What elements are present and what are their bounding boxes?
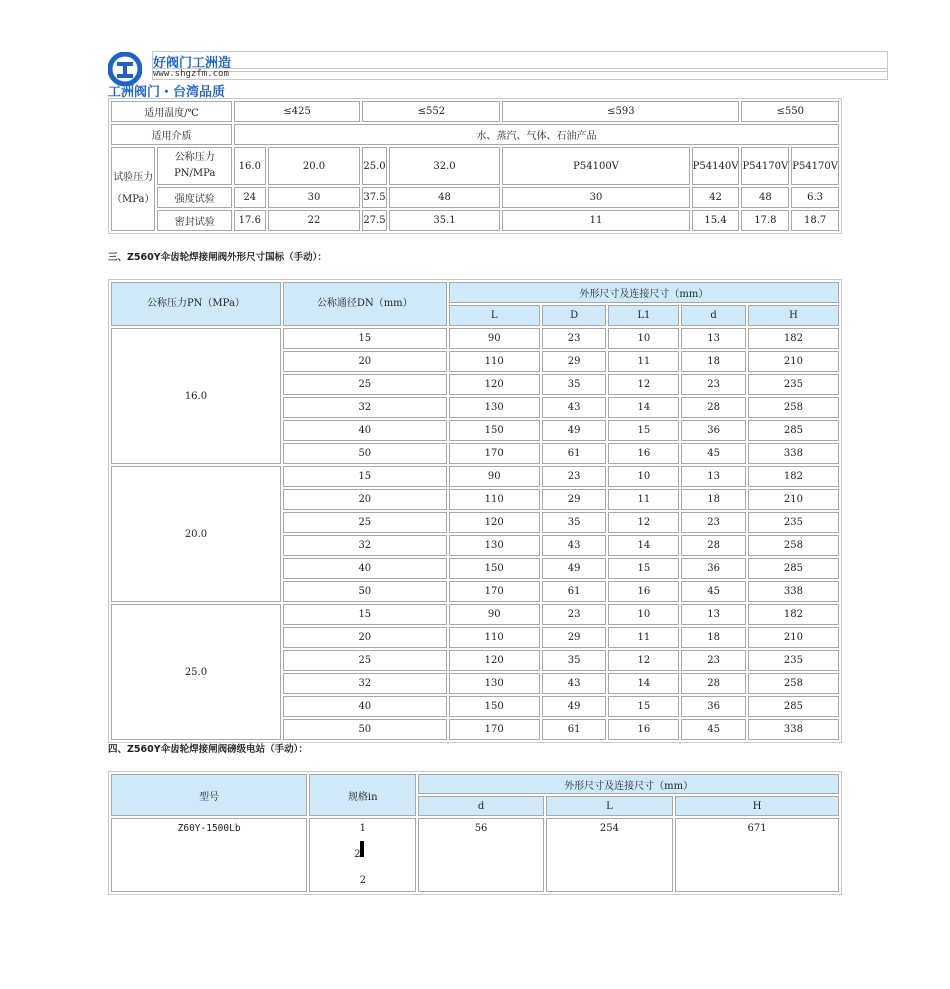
spec-line-3: 2 (359, 875, 366, 886)
table-cell: 50 (283, 443, 447, 464)
pn-group-cell: 25.0 (111, 604, 281, 740)
pn-group-cell: 16.0 (111, 328, 281, 464)
table-cell: 11 (608, 489, 679, 510)
spec-cell (309, 818, 416, 892)
pn-label: 公称压力PN/MPa (157, 147, 232, 185)
table-cell: 25 (283, 650, 447, 671)
test-pressure-label: 试验压力（MPa） (111, 147, 155, 231)
table-cell: 110 (449, 627, 540, 648)
seal-value: 17.6 (234, 210, 266, 231)
seal-value: 11 (502, 210, 689, 231)
table-cell: 150 (449, 420, 540, 441)
header-dn: 公称通径DN（mm） (283, 282, 447, 326)
table-cell: 10 (608, 604, 679, 625)
table-cell: 25 (283, 512, 447, 533)
table-cell: 29 (542, 627, 607, 648)
table-cell: 110 (449, 489, 540, 510)
medium-value: 水、蒸汽、气体、石油产品 (234, 124, 839, 145)
table-cell: 28 (681, 673, 746, 694)
table-cell: 210 (748, 627, 839, 648)
table-cell: 14 (608, 535, 679, 556)
table-cell: 36 (681, 696, 746, 717)
table-cell: 235 (748, 374, 839, 395)
table-cell: 50 (283, 719, 447, 740)
table-cell: 12 (608, 374, 679, 395)
table-cell: 182 (748, 466, 839, 487)
temp-row (111, 101, 839, 122)
table-cell: 150 (449, 558, 540, 579)
section-3-title: 三、Z560Y伞齿轮焊接闸阀外形尺寸国标（手动）： (108, 252, 327, 263)
header-pn: 公称压力PN（MPa） (111, 282, 281, 326)
table-cell: 182 (748, 604, 839, 625)
table-cell: 15 (608, 420, 679, 441)
temp-value: ≤552 (362, 101, 500, 122)
table-cell: 285 (748, 420, 839, 441)
table-cell: 20 (283, 351, 447, 372)
pn-value: 20.0 (268, 147, 361, 185)
model-cell: Z60Y-1500Lb (111, 818, 307, 892)
pn-value: P54170V (741, 147, 789, 185)
table-cell: 23 (542, 328, 607, 349)
table-cell: 170 (449, 581, 540, 602)
seal-value: 18.7 (791, 210, 839, 231)
pn-value: P54100V (502, 147, 689, 185)
table-cell: 338 (748, 443, 839, 464)
table-row (111, 328, 839, 349)
table-row (111, 466, 839, 487)
table-cell: 338 (748, 581, 839, 602)
table-cell: 20 (283, 627, 447, 648)
table-cell: 130 (449, 673, 540, 694)
strength-label: 强度试验 (157, 187, 232, 208)
spec-line-1: 1 (359, 823, 366, 834)
table-cell: 170 (449, 719, 540, 740)
strength-value: 30 (268, 187, 361, 208)
table-cell: 61 (542, 719, 607, 740)
pn-group-cell: 20.0 (111, 466, 281, 602)
table-cell: 23 (542, 604, 607, 625)
table-cell: 49 (542, 420, 607, 441)
seal-value: 22 (268, 210, 361, 231)
table-cell: 120 (449, 512, 540, 533)
fraction-bar (360, 841, 364, 857)
temp-value: ≤550 (741, 101, 839, 122)
table-cell: 285 (748, 696, 839, 717)
table-cell: 210 (748, 489, 839, 510)
table-cell: 35 (542, 512, 607, 533)
table-cell: 15 (283, 328, 447, 349)
pn-value: 16.0 (234, 147, 266, 185)
table-cell: 170 (449, 443, 540, 464)
table-cell: 90 (449, 466, 540, 487)
value-d: 56 (418, 818, 543, 892)
header-col: L (449, 305, 540, 326)
value-L: 254 (546, 818, 673, 892)
table-cell: 43 (542, 397, 607, 418)
table-cell: 45 (681, 581, 746, 602)
table-cell: 32 (283, 535, 447, 556)
dimension-table-gb (108, 279, 842, 743)
table-cell: 15 (608, 558, 679, 579)
test-pressure-table (108, 98, 842, 234)
table-cell: 210 (748, 351, 839, 372)
table-cell: 23 (542, 466, 607, 487)
header-col: L1 (608, 305, 679, 326)
table-cell: 110 (449, 351, 540, 372)
strength-row (111, 187, 839, 208)
table-cell: 40 (283, 420, 447, 441)
strength-value: 42 (692, 187, 740, 208)
table-cell: 14 (608, 397, 679, 418)
table-cell: 29 (542, 489, 607, 510)
header-col: H (748, 305, 839, 326)
table-cell: 16 (608, 719, 679, 740)
temp-value: ≤593 (502, 101, 739, 122)
strength-value: 48 (389, 187, 501, 208)
table-cell: 90 (449, 604, 540, 625)
section-4-title: 四、Z560Y伞齿轮焊接闸阀磅级电站（手动）： (108, 744, 308, 755)
header-col: D (542, 305, 607, 326)
spec-line-2: 2 (354, 849, 361, 860)
header-col: H (675, 796, 839, 816)
table-cell: 10 (608, 328, 679, 349)
table-cell: 130 (449, 535, 540, 556)
table-cell: 182 (748, 328, 839, 349)
table-cell: 45 (681, 443, 746, 464)
medium-row (111, 124, 839, 145)
dimension-table-lb (108, 771, 842, 895)
table-cell: 43 (542, 535, 607, 556)
logo-url: www.shgzfm.com (152, 68, 888, 80)
table-cell: 29 (542, 351, 607, 372)
header-dimensions: 外形尺寸及连接尺寸（mm） (449, 282, 839, 303)
table-cell: 35 (542, 650, 607, 671)
table-cell: 15 (283, 604, 447, 625)
table-cell: 28 (681, 535, 746, 556)
table-cell: 258 (748, 535, 839, 556)
pn-value: 25.0 (362, 147, 386, 185)
table-cell: 36 (681, 420, 746, 441)
table-cell: 15 (608, 696, 679, 717)
table-cell: 43 (542, 673, 607, 694)
table-cell: 23 (681, 512, 746, 533)
medium-label: 适用介质 (111, 124, 232, 145)
table-cell: 32 (283, 673, 447, 694)
temp-value: ≤425 (234, 101, 360, 122)
seal-value: 35.1 (389, 210, 501, 231)
table-cell: 338 (748, 719, 839, 740)
table-cell: 40 (283, 558, 447, 579)
strength-value: 30 (502, 187, 689, 208)
strength-value: 37.5 (362, 187, 386, 208)
table-cell: 32 (283, 397, 447, 418)
pn-row (111, 147, 839, 185)
header-col: d (681, 305, 746, 326)
pn-value: P54140V (692, 147, 740, 185)
table-cell: 14 (608, 673, 679, 694)
table-cell: 23 (681, 650, 746, 671)
header-model: 型号 (111, 774, 307, 816)
table-cell: 18 (681, 351, 746, 372)
table-cell: 18 (681, 627, 746, 648)
table-cell: 235 (748, 650, 839, 671)
dimension-table-body (111, 328, 839, 740)
table-cell: 13 (681, 604, 746, 625)
pn-value: P54170V (791, 147, 839, 185)
table-cell: 49 (542, 558, 607, 579)
table-cell: 130 (449, 397, 540, 418)
table-cell: 49 (542, 696, 607, 717)
table-cell: 13 (681, 328, 746, 349)
table-cell: 11 (608, 351, 679, 372)
seal-row (111, 210, 839, 231)
strength-value: 48 (741, 187, 789, 208)
table-cell: 15 (283, 466, 447, 487)
seal-value: 17.8 (741, 210, 789, 231)
table-cell: 11 (608, 627, 679, 648)
strength-value: 6.3 (791, 187, 839, 208)
table-cell: 12 (608, 650, 679, 671)
table-cell: 50 (283, 581, 447, 602)
value-H: 671 (675, 818, 839, 892)
table-cell: 235 (748, 512, 839, 533)
header-spec: 规格in (309, 774, 416, 816)
table-cell: 120 (449, 650, 540, 671)
table-row (111, 604, 839, 625)
header-col: d (418, 796, 543, 816)
table-cell: 61 (542, 443, 607, 464)
pn-value: 32.0 (389, 147, 501, 185)
table-cell: 150 (449, 696, 540, 717)
table-cell: 20 (283, 489, 447, 510)
header-dimensions: 外形尺寸及连接尺寸（mm） (418, 774, 839, 794)
table-cell: 258 (748, 397, 839, 418)
table-cell: 40 (283, 696, 447, 717)
table-cell: 16 (608, 443, 679, 464)
table-cell: 12 (608, 512, 679, 533)
table-cell: 25 (283, 374, 447, 395)
logo-slogan: 工洲阀门・台湾品质 (108, 85, 226, 100)
table-cell: 13 (681, 466, 746, 487)
temp-label: 适用温度/℃ (111, 101, 232, 122)
table-cell: 45 (681, 719, 746, 740)
table-cell: 18 (681, 489, 746, 510)
company-logo (108, 50, 243, 98)
table-cell: 10 (608, 466, 679, 487)
table-row (111, 818, 839, 892)
table-cell: 120 (449, 374, 540, 395)
table-cell: 28 (681, 397, 746, 418)
seal-value: 27.5 (362, 210, 386, 231)
strength-value: 24 (234, 187, 266, 208)
table-cell: 61 (542, 581, 607, 602)
seal-label: 密封试验 (157, 210, 232, 231)
table-cell: 36 (681, 558, 746, 579)
table-cell: 258 (748, 673, 839, 694)
table-cell: 23 (681, 374, 746, 395)
logo-brand: 好阀门工洲造 (152, 51, 888, 72)
table-cell: 35 (542, 374, 607, 395)
table-cell: 16 (608, 581, 679, 602)
header-col: L (546, 796, 673, 816)
table-cell: 285 (748, 558, 839, 579)
table-cell: 90 (449, 328, 540, 349)
seal-value: 15.4 (692, 210, 740, 231)
